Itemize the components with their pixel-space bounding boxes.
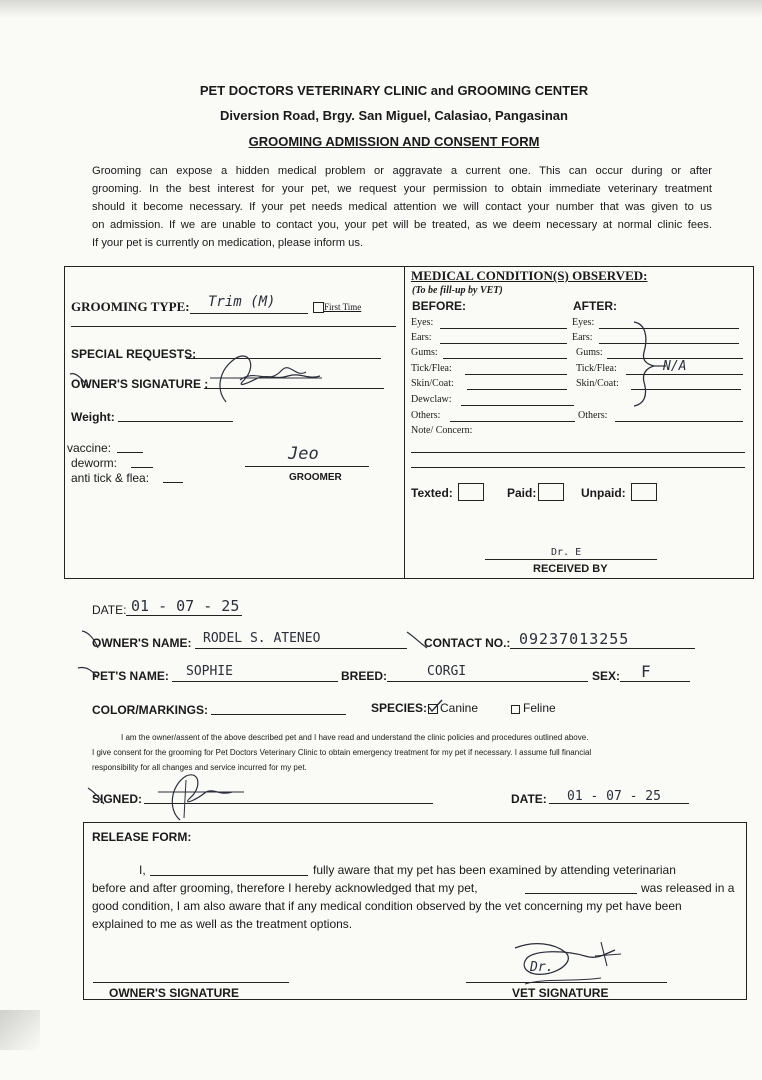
received-by-line <box>485 559 657 560</box>
color-markings-field[interactable] <box>211 714 346 715</box>
release-title: RELEASE FORM: <box>92 830 192 844</box>
after-brace-mark <box>628 318 668 408</box>
deworm-label: deworm: <box>71 456 118 470</box>
before-item-tick: Tick/Flea: <box>411 363 452 374</box>
anti-tick-field[interactable] <box>163 482 183 483</box>
signed-scribble <box>140 770 250 824</box>
signed-date-value: 01 - 07 - 25 <box>567 789 661 804</box>
after-item-others: Others: <box>578 410 608 421</box>
anti-tick-label: anti tick & flea: <box>71 471 150 485</box>
page-corner-fold <box>0 1010 40 1050</box>
unpaid-checkbox[interactable] <box>631 483 657 501</box>
after-item-gums: Gums: <box>576 347 603 358</box>
species-feline-checkbox[interactable] <box>511 705 520 714</box>
breed-value: CORGI <box>427 664 467 679</box>
consent-line-1: I am the owner/assent of the above described pet and I have read and understand the clinic policies and procedures outlined above. <box>121 733 589 742</box>
before-skin-field[interactable] <box>467 389 567 390</box>
release-line-1: fully aware that my pet has been examined by attending veterinarian <box>313 863 676 877</box>
date-field[interactable] <box>126 615 242 616</box>
groomer-value: Jeo <box>288 444 319 464</box>
first-time-label: First Time <box>324 302 362 312</box>
release-line-2a: before and after grooming, therefore I hereby acknowledged that my pet, <box>92 881 478 895</box>
species-label: SPECIES: <box>371 701 428 715</box>
intro-line: If your pet is currently on medication, please inform us. <box>92 237 364 249</box>
before-item-ears: Ears: <box>411 332 432 343</box>
after-item-eyes: Eyes: <box>572 317 595 328</box>
column-divider <box>404 267 405 579</box>
texted-label: Texted: <box>411 486 453 500</box>
owner-name-field[interactable] <box>195 648 407 649</box>
clinic-name: PET DOCTORS VETERINARY CLINIC and GROOMING CENTER <box>199 83 589 98</box>
vaccine-label: vaccine: <box>67 441 112 455</box>
release-vet-sig-label: VET SIGNATURE <box>512 986 609 1000</box>
first-time-checkbox[interactable] <box>313 302 324 313</box>
consent-line-2: I give consent for the grooming for Pet Doctors Veterinary Clinic to obtain emergency treatment for my pet if necessary. I assume full financial <box>92 748 592 757</box>
vaccine-field[interactable] <box>117 452 143 453</box>
before-eyes-field[interactable] <box>440 328 567 329</box>
texted-checkbox[interactable] <box>458 483 484 501</box>
grooming-type-label: GROOMING TYPE: <box>71 299 190 314</box>
before-heading: BEFORE: <box>412 299 466 313</box>
date-value: 01 - 07 - 25 <box>131 597 240 615</box>
intro-line: Grooming can expose a hidden medical problem or aggravate a current one. This can occur during or after <box>92 165 712 177</box>
weight-field[interactable] <box>118 421 233 422</box>
release-line-3: good condition, I am also aware that if any medical condition observed by the vet concerning my pet have been <box>92 899 682 913</box>
contact-field[interactable] <box>510 648 695 649</box>
before-item-gums: Gums: <box>411 347 438 358</box>
after-item-skin: Skin/Coat: <box>576 378 619 389</box>
paid-label: Paid: <box>507 486 537 500</box>
special-requests-label: SPECIAL REQUESTS: <box>71 347 197 361</box>
deworm-field[interactable] <box>131 467 153 468</box>
before-dewclaw-field[interactable] <box>461 405 574 406</box>
pet-name-value: SOPHIE <box>186 664 233 679</box>
medical-subtitle: (To be fill-up by VET) <box>412 285 503 296</box>
sex-field[interactable] <box>620 681 690 682</box>
contact-value: 09237013255 <box>519 630 630 648</box>
before-item-skin: Skin/Coat: <box>411 378 454 389</box>
before-item-dewclaw: Dewclaw: <box>411 394 452 405</box>
before-ears-field[interactable] <box>440 343 567 344</box>
grooming-type-line-2 <box>71 326 396 327</box>
pet-name-field[interactable] <box>172 681 338 682</box>
release-name-field[interactable] <box>150 875 308 876</box>
breed-field[interactable] <box>387 681 588 682</box>
before-item-others: Others: <box>411 410 441 421</box>
before-tick-field[interactable] <box>465 374 567 375</box>
owner-signature-label: OWNER'S SIGNATURE : <box>71 377 209 391</box>
after-item-ears: Ears: <box>572 332 593 343</box>
weight-label: Weight: <box>71 410 115 424</box>
groomer-line <box>245 466 369 467</box>
after-ears-field[interactable] <box>599 343 739 344</box>
paid-checkbox[interactable] <box>538 483 564 501</box>
release-i: I, <box>139 863 146 877</box>
date-label: DATE: <box>92 603 127 617</box>
pet-name-label: PET'S NAME: <box>92 669 169 683</box>
owner-signature-scribble <box>196 350 326 408</box>
owner-strike-mark <box>68 370 92 392</box>
signed-strike-mark <box>86 786 108 806</box>
species-feline-label: Feline <box>523 701 556 715</box>
after-heading: AFTER: <box>573 299 617 313</box>
note-concern-label: Note/ Concern: <box>411 425 473 436</box>
unpaid-label: Unpaid: <box>581 486 626 500</box>
contact-label: CONTACT NO.: <box>424 636 511 650</box>
release-vet-sig-line[interactable] <box>466 982 667 983</box>
groomer-label: GROOMER <box>289 472 342 483</box>
release-pet-field[interactable] <box>525 893 637 894</box>
owner-name-strike-mark <box>80 628 104 650</box>
after-item-tick: Tick/Flea: <box>576 363 617 374</box>
contact-strike-mark <box>405 630 429 652</box>
grooming-type-field[interactable] <box>190 313 308 314</box>
color-markings-label: COLOR/MARKINGS: <box>92 703 208 717</box>
medical-title: MEDICAL CONDITION(S) OBSERVED: <box>411 268 648 283</box>
after-eyes-field[interactable] <box>599 328 739 329</box>
intro-line: grooming. In the best interest for your pet, we request your permission to obtain immediate veterinary treatment <box>92 183 712 195</box>
intro-line: should it become necessary. If your pet needs medical attention we will contact your number that was given to us <box>92 201 712 213</box>
release-line-4: explained to me as well as the treatment options. <box>92 917 353 931</box>
received-by-label: RECEIVED BY <box>533 563 608 575</box>
species-canine-label: Canine <box>440 701 479 715</box>
intro-line: on admission. If we are unable to contact you, your pet will be treated, as we deem necessary at normal clinic fees. <box>92 219 712 231</box>
signed-date-label: DATE: <box>511 792 547 806</box>
before-gums-field[interactable] <box>443 358 567 359</box>
before-item-eyes: Eyes: <box>411 317 434 328</box>
sex-label: SEX: <box>592 669 621 683</box>
consent-line-3: responsibility for all changes and service incurred for my pet. <box>92 763 307 772</box>
release-owner-sig-label: OWNER'S SIGNATURE <box>109 986 239 1000</box>
clinic-address: Diversion Road, Brgy. San Miguel, Calasiao, Pangasinan <box>220 108 568 123</box>
vet-signature-initial: Dr. <box>530 960 554 975</box>
before-others-field[interactable] <box>450 421 575 422</box>
note-line-2[interactable] <box>411 467 745 468</box>
grooming-type-value: Trim (M) <box>208 294 276 310</box>
owner-name-value: RODEL S. ATENEO <box>203 631 321 646</box>
after-note-value: N/A <box>663 359 687 374</box>
pet-name-strike-mark <box>76 664 100 686</box>
form-title: GROOMING ADMISSION AND CONSENT FORM <box>248 134 540 149</box>
intro-paragraph <box>92 162 712 252</box>
release-owner-sig-line[interactable] <box>93 982 289 983</box>
release-line-2b: was released in a <box>641 881 735 895</box>
owner-name-label: OWNER'S NAME: <box>92 636 192 650</box>
breed-label: BREED: <box>341 669 388 683</box>
page-top-edge <box>0 0 762 18</box>
after-others-field[interactable] <box>615 421 743 422</box>
signed-label: SIGNED: <box>92 792 143 806</box>
sex-value: F <box>641 662 651 681</box>
received-by-value: Dr. E <box>551 547 582 558</box>
note-line-1[interactable] <box>411 452 745 453</box>
